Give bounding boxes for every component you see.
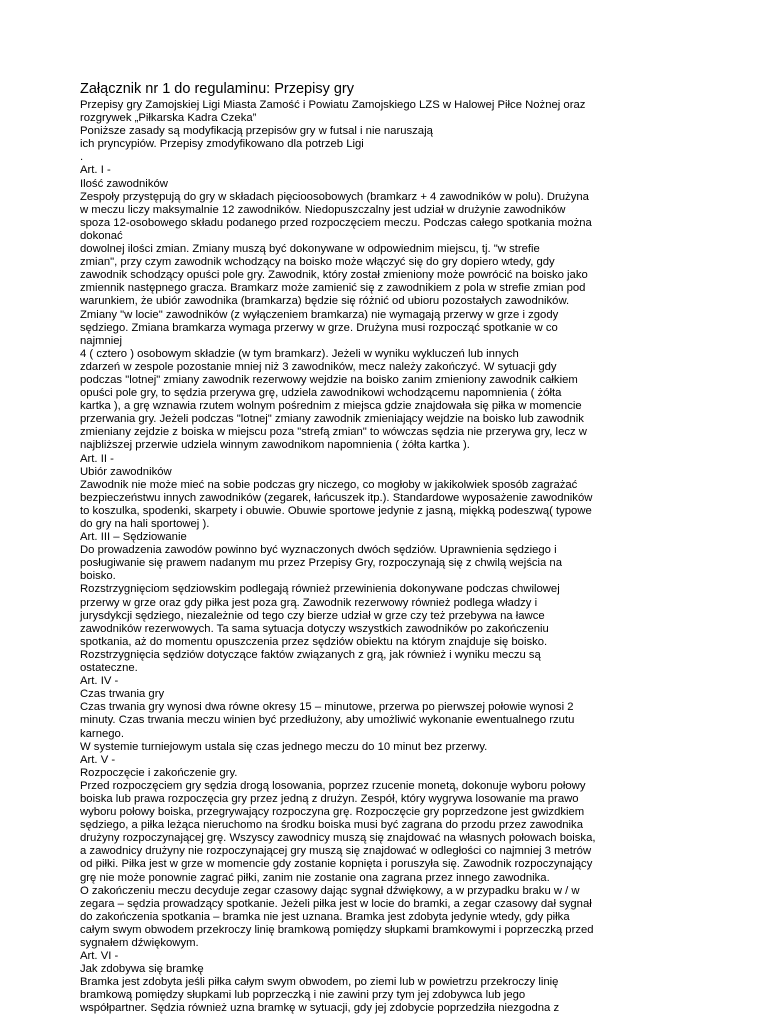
- text-line: opuści pole gry, to sędzia przerywa grę, udziela zawodnikowi wchodzącemu napomnienia ( żółta: [80, 387, 562, 400]
- text-line: całym swym obwodem przekroczy linię bramkową pomiędzy słupkami bramkowymi i poprzeczką przed: [80, 923, 594, 936]
- text-line: zegara – sędzia prowadzący spotkanie. Jeżeli piłka jest w locie do bramki, a zegar czasowy dał sygnał: [80, 897, 592, 910]
- text-line: boiska lub prawa rozpoczęcia gry przez jedną z drużyn. Zespół, który wygrywa losowanie ma prawo: [80, 792, 579, 805]
- text-line: ich pryncypiów. Przepisy zmodyfikowano dla potrzeb Ligi: [80, 138, 364, 151]
- text-line: O zakończeniu meczu decyduje zegar czasowy dając sygnał dźwiękowy, a w przypadku braku w / w: [80, 884, 580, 897]
- text-line: dokonać: [80, 229, 123, 242]
- text-line: boisko.: [80, 570, 116, 583]
- text-line: warunkiem, że ubiór zawodnika (bramkarza) będzie się różnić od ubioru pozostałych zawodników.: [80, 295, 570, 308]
- text-line: Art. V -: [80, 753, 116, 766]
- text-line: bramkową pomiędzy słupkami lub poprzeczką i nie zawini przy tym jej zdobywca lub jego: [80, 989, 526, 1002]
- text-line: Art. I -: [80, 164, 111, 177]
- text-line: do gry na hali sportowej ).: [80, 518, 210, 530]
- text-line: Ubiór zawodników: [80, 465, 172, 478]
- text-line: minuty. Czas trwania meczu winien być przedłużony, aby umożliwić wykonanie ewentualnego rzutu: [80, 714, 575, 727]
- text-line: zawodników rezerwowych. Ta sama sytuacja dotyczy wszystkich zawodników po zakończeniu: [80, 622, 549, 635]
- text-line: do zakończenia spotkania – bramka nie jest uznana. Bramka jest zdobyta jedynie wtedy, gdy piłka: [80, 910, 570, 923]
- text-line: najmniej: [80, 334, 123, 347]
- text-line: spoza 12-osobowego składu podanego przed rozpoczęciem meczu. Podczas całego spotkania można: [80, 216, 592, 229]
- text-line: dowolnej ilości zmian. Zmiany muszą być dokonywane w odpowiednim miejscu, tj. "w strefie: [80, 243, 540, 256]
- text-line: Rozstrzygnięciom sędziowskim podlegają również przewinienia dokonywane podczas chwilowej: [80, 583, 560, 596]
- text-line: Art. VI -: [80, 950, 119, 963]
- text-line: kartka ), a grę wznawia rzutem wolnym pośrednim z miejsca gdzie znajdowała się piłka w momencie: [80, 400, 582, 413]
- text-line: najbliższej przerwie udziela winnym zawodnikom napomnienia ( żółta kartka ).: [80, 439, 470, 452]
- document-title: Załącznik nr 1 do regulaminu: Przepisy gry: [80, 81, 355, 97]
- text-line: wyboru połowy boiska, przegrywający rozpoczyna grę. Rozpoczęcie gry poprzedzone jest gwizdkiem: [80, 806, 585, 819]
- text-line: bezpieczeństwu innych zawodników (zegarek, łańcuszek itp.). Standardowe wyposażenie zawodników: [80, 491, 593, 504]
- document-body: [80, 99, 760, 1016]
- text-line: zdarzeń w zespole pozostanie mniej niż 3 zawodników, mecz należy zakończyć. W sytuacji gdy: [80, 360, 557, 373]
- text-line: ostateczne.: [80, 662, 138, 675]
- text-line: przerwy w grze oraz gdy piłka jest poza grą. Zawodnik rezerwowy również podlega władzy i: [80, 596, 538, 609]
- text-line: Czas trwania gry wynosi dwa równe okresy 15 – minutowe, przerwa po pierwszej połowie wynosi 2: [80, 701, 574, 714]
- text-line: posługiwanie się prawem nadanym mu przez Przepisy Gry, rozpoczynają się z chwilą wejścia na: [80, 557, 562, 570]
- text-line: 4 ( cztero ) osobowym składzie (w tym bramkarz). Jeżeli w wyniku wykluczeń lub innych: [80, 347, 519, 360]
- text-line: karnego.: [80, 727, 124, 740]
- text-line: zmieniany zejdzie z boiska w miejscu poza "strefą zmian" to wówczas sędzia nie przerywa gry, lecz w: [80, 426, 587, 439]
- text-line: Czas trwania gry: [80, 688, 165, 701]
- text-line: Przepisy gry Zamojskiej Ligi Miasta Zamość i Powiatu Zamojskiego LZS w Halowej Piłce Nożnej oraz: [80, 99, 586, 111]
- text-line: zmian", przy czym zawodnik wchodzący na boisko może włączyć się do gry dopiero wtedy, gdy: [80, 256, 555, 269]
- text-line: zmiennik następnego gracza. Bramkarz może zamienić się z zawodnikiem z pola w strefie zmian pod: [80, 282, 586, 295]
- text-line: sygnałem dźwiękowym.: [80, 937, 199, 949]
- text-line: przerwania gry. Jeżeli podczas "lotnej" zmiany zawodnik zmieniający wejdzie na boisko lub zawodnik: [80, 413, 584, 426]
- text-line: Art. II -: [80, 452, 114, 465]
- text-line: Do prowadzenia zawodów powinno być wyznaczonych dwóch sędziów. Uprawnienia sędziego i: [80, 544, 557, 557]
- text-line: współpartner. Sędzia również uzna bramkę w sytuacji, gdy jej zdobycie poprzedziła niezgodna z: [80, 1002, 560, 1015]
- text-line: Rozpoczęcie i zakończenie gry.: [80, 766, 238, 779]
- text-line: Art. IV -: [80, 675, 119, 688]
- text-line: sędziego. Zmiana bramkarza wymaga przerwy w grze. Drużyna musi rozpocząć spotkanie w co: [80, 321, 558, 334]
- text-line: sędziego, a piłka leżąca nieruchomo na środku boiska musi być zagrana do przodu przez zawodnika: [80, 819, 583, 832]
- text-line: Zawodnik nie może mieć na sobie podczas gry niczego, co mogłoby w jakikolwiek sposób zagrażać: [80, 478, 578, 491]
- text-line: Art. III – Sędziowanie: [80, 531, 187, 544]
- text-line: W systemie turniejowym ustala się czas jednego meczu do 10 minut bez przerwy.: [80, 740, 488, 753]
- text-line: Zmiany "w locie" zawodników (z wyłączeniem bramkarza) nie wymagają przerwy w grze i zgody: [80, 308, 559, 321]
- text-line: rozgrywek „Piłkarska Kadra Czeka”: [80, 112, 257, 125]
- text-line: Jak zdobywa się bramkę: [80, 963, 204, 976]
- text-line: Rozstrzygnięcia sędziów dotyczące faktów związanych z grą, jak również i wyniku meczu są: [80, 648, 541, 661]
- text-line: od piłki. Piłka jest w grze w momencie gdy zostanie kopnięta i poruszyła się. Zawodnik rozpoczynający: [80, 858, 593, 871]
- text-line: podczas "lotnej" zmiany zawodnik rezerwowy wejdzie na boisko zanim zmieniony zawodnik całkiem: [80, 373, 578, 386]
- text-line: w meczu liczy maksymalnie 12 zawodników. Niedopuszczalny jest udział w drużynie zawodników: [80, 203, 566, 216]
- text-line: zawodnik schodzący opuści pole gry. Zawodnik, który został zmieniony może powrócić na boisko jako: [80, 269, 588, 282]
- text-line: Ilość zawodników: [80, 177, 168, 190]
- text-line: Przed rozpoczęciem gry sędzia drogą losowania, poprzez rzucenie monetą, dokonuje wyboru połowy: [80, 779, 586, 792]
- text-line: jurysdykcji sędziego, niezależnie od tego czy bierze udział w grze czy też przebywa na ławce: [80, 609, 545, 622]
- text-line: Poniższe zasady są modyfikacją przepisów gry w futsal i nie naruszają: [80, 125, 433, 138]
- document-page: [80, 80, 760, 1016]
- text-line: .: [80, 151, 84, 164]
- text-line: spotkania, aż do momentu opuszczenia przez sędziów obiektu na którym znajduje się boisko.: [80, 635, 548, 648]
- text-line: to koszulka, spodenki, skarpety i obuwie. Obuwie sportowe jedynie z jasną, miękką podeszwą( typowe: [80, 504, 592, 517]
- text-line: Bramka jest zdobyta jeśli piłka całym swym obwodem, po ziemi lub w powietrzu przekroczy linię: [80, 976, 559, 989]
- text-line: drużyny rozpoczynającej grę. Wszyscy zawodnicy muszą się znajdować na własnych połowach boiska,: [80, 832, 596, 845]
- text-line: Zespoły przystępują do gry w składach pięcioosobowych (bramkarz + 4 zawodników w polu). Drużyna: [80, 190, 589, 203]
- text-line: a zawodnicy drużyny nie rozpoczynającej gry muszą się znajdować w odległości co najmniej 3 metrów: [80, 845, 592, 858]
- text-line: grę nie może ponownie zagrać piłki, zanim nie zostanie ona zagrana przez innego zawodnika.: [80, 871, 550, 884]
